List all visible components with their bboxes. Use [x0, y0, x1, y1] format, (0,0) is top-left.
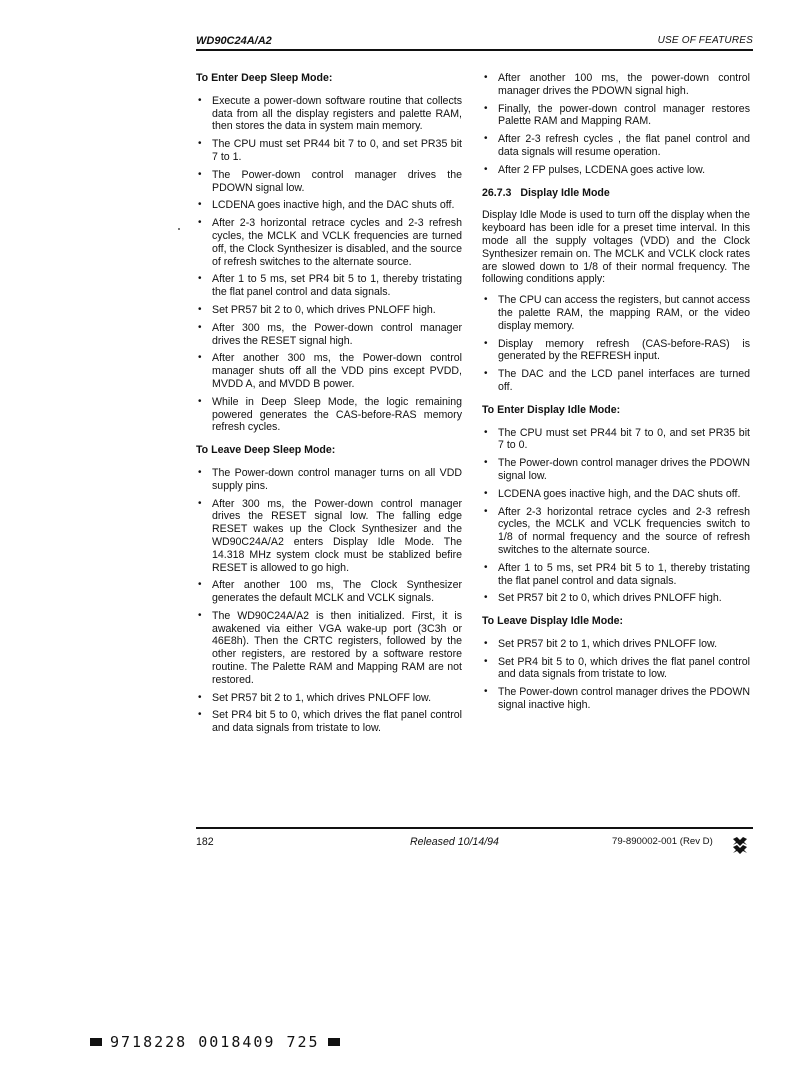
section-heading-text: Display Idle Mode: [520, 186, 610, 199]
catalog-barcode: [90, 1033, 340, 1051]
list-item: • After 1 to 5 ms, set PR4 bit 5 to 1, thereby tristating the flat panel control and data signals.: [482, 562, 750, 588]
header-rule: [196, 49, 753, 51]
list-item: • LCDENA goes inactive high, and the DAC shuts off.: [482, 488, 750, 501]
section-number: 26.7.3: [482, 186, 512, 199]
release-date: Released 10/14/94: [410, 836, 499, 848]
continued-list: [482, 72, 750, 177]
scan-speck: [178, 228, 180, 230]
list-item: • The CPU can access the registers, but cannot access the palette RAM, the mapping RAM, or the video display memory.: [482, 294, 750, 332]
list-item: • Set PR57 bit 2 to 0, which drives PNLOFF high.: [196, 304, 462, 317]
list-item: • The CPU must set PR44 bit 7 to 0, and set PR35 bit 7 to 1.: [196, 138, 462, 164]
list-item: • LCDENA goes inactive high, and the DAC shuts off.: [196, 199, 462, 212]
leave-deep-sleep-list: [196, 467, 462, 735]
list-item: • After 2 FP pulses, LCDENA goes active low.: [482, 164, 750, 177]
list-item: • While in Deep Sleep Mode, the logic remaining powered generates the CAS-before-RAS memory refresh cycles.: [196, 396, 462, 434]
list-item: • After another 100 ms, The Clock Synthesizer generates the default MCLK and VCLK signals.: [196, 579, 462, 605]
list-item: • After another 100 ms, the power-down control manager drives the PDOWN signal high.: [482, 72, 750, 98]
display-idle-conditions: [482, 294, 750, 394]
list-item: • Set PR57 bit 2 to 1, which drives PNLOFF low.: [196, 692, 462, 705]
barcode-text: 9718228 0018409 725: [110, 1033, 320, 1051]
display-idle-paragraph: Display Idle Mode is used to turn off the display when the keyboard has been idle for a preset time interval. In this mode all the supply voltages (VDD) and the Clock Synthesizer remain on. The MCLK and VCLK clock rates are slowed down to 1/8 of their normal frequency. The following conditions apply:: [482, 209, 750, 286]
list-item: • The DAC and the LCD panel interfaces are turned off.: [482, 368, 750, 394]
leave-display-idle-list: [482, 638, 750, 712]
leave-display-idle-heading: To Leave Display Idle Mode:: [482, 615, 624, 628]
list-item: • The WD90C24A/A2 is then initialized. First, it is awakened via either VGA wake-up port (3C3h or 46E8h). Then the CRTC registers, followed by the other registers, are restored by a software restore routine. The Palette RAM and Mapping RAM are not restored.: [196, 610, 462, 687]
list-item: • The Power-down control manager drives the PDOWN signal inactive high.: [482, 686, 750, 712]
list-item: • The CPU must set PR44 bit 7 to 0, and set PR35 bit 7 to 0.: [482, 427, 750, 453]
enter-display-idle-list: [482, 427, 750, 606]
list-item: • Display memory refresh (CAS-before-RAS) is generated by the REFRESH input.: [482, 338, 750, 364]
list-item: • After 2-3 horizontal retrace cycles and 2-3 refresh cycles, the MCLK and VCLK frequencies switch to 1/8 of normal frequency and the source of refresh switches to the alternate source.: [482, 506, 750, 557]
list-item: • Set PR57 bit 2 to 0, which drives PNLOFF high.: [482, 592, 750, 605]
right-column: [482, 72, 750, 717]
list-item: • After 2-3 refresh cycles , the flat panel control and data signals will resume operation.: [482, 133, 750, 159]
page-number: 182: [196, 836, 214, 848]
list-item: • After 1 to 5 ms, set PR4 bit 5 to 1, thereby tristating the flat panel control and data signals.: [196, 273, 462, 299]
list-item: • Execute a power-down software routine that collects data from all the display registers and palette RAM, then stores the data in system main memory.: [196, 95, 462, 133]
list-item: • After another 300 ms, the Power-down control manager shuts off all the VDD pins except PVDD, MVDD A, and MVDD B power.: [196, 352, 462, 390]
list-item: • Set PR4 bit 5 to 0, which drives the flat panel control and data signals from tristate to low.: [196, 709, 462, 735]
list-item: • After 300 ms, the Power-down control manager drives the RESET signal high.: [196, 322, 462, 348]
company-logo-icon: [732, 836, 748, 854]
enter-deep-sleep-list: [196, 95, 462, 434]
list-item: • The Power-down control manager turns on all VDD supply pins.: [196, 467, 462, 493]
list-item: • Finally, the power-down control manager restores Palette RAM and Mapping RAM.: [482, 103, 750, 129]
list-item: • After 300 ms, the Power-down control manager drives the RESET signal low. The falling edge RESET wakes up the Clock Synthesizer and the WD90C24A/A2 enters Display Idle Mode. The 14.318 MHz system clock must be stablized befire RESET is allowed to go high.: [196, 498, 462, 575]
page-header: [196, 34, 753, 54]
footer-rule: [196, 827, 753, 829]
enter-display-idle-heading: To Enter Display Idle Mode:: [482, 403, 621, 416]
barcode-block-right: [328, 1038, 340, 1046]
document-title: WD90C24A/A2: [196, 35, 272, 47]
list-item: • The Power-down control manager drives the PDOWN signal low.: [196, 169, 462, 195]
list-item: • The Power-down control manager drives the PDOWN signal low.: [482, 457, 750, 483]
section-title: USE OF FEATURES: [657, 35, 753, 46]
barcode-block-left: [90, 1038, 102, 1046]
display-idle-heading: [482, 187, 750, 200]
list-item: • Set PR4 bit 5 to 0, which drives the flat panel control and data signals from tristate to low.: [482, 656, 750, 682]
left-column: [196, 72, 462, 740]
document-number: 79-890002-001 (Rev D): [612, 836, 713, 847]
list-item: • Set PR57 bit 2 to 1, which drives PNLOFF low.: [482, 638, 750, 651]
leave-deep-sleep-heading: To Leave Deep Sleep Mode:: [196, 444, 336, 457]
enter-deep-sleep-heading: To Enter Deep Sleep Mode:: [196, 72, 333, 84]
list-item: • After 2-3 horizontal retrace cycles and 2-3 refresh cycles, the MCLK and VCLK frequencies are turned off, the Clock Synthesizer is disabled, and the source of refresh switches to the alternate source.: [196, 217, 462, 268]
